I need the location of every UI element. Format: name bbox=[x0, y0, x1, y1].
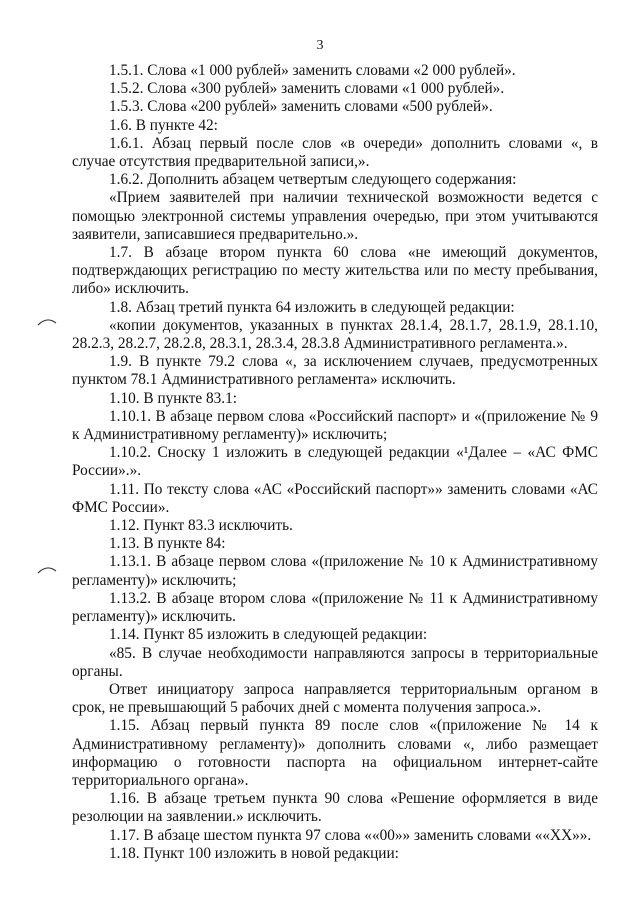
paragraph: 1.6. В пункте 42: bbox=[109, 116, 218, 134]
paragraph: 1.8. Абзац третий пункта 64 изложить в следующей редакции: bbox=[109, 298, 515, 316]
paragraph: «копии документов, указанных в пунктах 28.1.4, 28.1.7, 28.1.9, 28.1.10, 28.2.3, 28.2.7, 28.2.8, 28.3.1, 28.3.4, 28.3.8 Административного регламента.». bbox=[72, 316, 598, 353]
paragraph: 1.7. В абзаце втором пункта 60 слова «не имеющий документов, подтверждающих регистрацию по месту жительства или по месту пребывания, либо» исключить. bbox=[72, 244, 598, 298]
paragraph: 1.6.1. Абзац первый после слов «в очереди» дополнить словами «, в случае отсутствия предварительной записи,». bbox=[72, 134, 598, 171]
paragraph: 1.17. В абзаце шестом пункта 97 слова ««00»» заменить словами ««ХХ»». bbox=[109, 826, 592, 844]
paragraph: 1.6.2. Дополнить абзацем четвертым следующего содержания: bbox=[109, 171, 517, 189]
page-number: 3 bbox=[316, 38, 324, 53]
paragraph: 1.5.2. Слова «300 рублей» заменить словами «1 000 рублей». bbox=[109, 80, 505, 98]
paragraph: «Прием заявителей при наличии технической возможности ведется с помощью электронной системы управления очередью, при этом учитываются заявители, записавшиеся предварительно.». bbox=[72, 189, 598, 243]
paragraph: 1.13.1. В абзаце первом слова «(приложение № 10 к Административному регламенту)» исключить; bbox=[72, 553, 598, 589]
paragraph: 1.14. Пункт 85 изложить в следующей редакции: bbox=[109, 626, 428, 644]
paragraph: 1.12. Пункт 83.3 исключить. bbox=[109, 517, 293, 535]
binder-hole-mark bbox=[36, 315, 58, 327]
paragraph: 1.15. Абзац первый пункта 89 после слов «(приложение № 14 к Административному регламенту)» дополнить словами «, либо размещает информацию о готовности паспорта на официальном интернет-сайте территориального органа». bbox=[72, 717, 598, 789]
paragraph: «85. В случае необходимости направляются запросы в территориальные органы. bbox=[72, 644, 598, 680]
paragraph: 1.18. Пункт 100 изложить в новой редакции: bbox=[109, 844, 399, 862]
paragraph: 1.10.2. Сноску 1 изложить в следующей редакции «¹Далее – «АС ФМС России».». bbox=[72, 444, 598, 480]
paragraph: 1.10. В пункте 83.1: bbox=[109, 389, 238, 407]
document-body bbox=[72, 62, 598, 863]
paragraph: 1.10.1. В абзаце первом слова «Российский паспорт» и «(приложение № 9 к Административному регламенту)» исключить; bbox=[72, 407, 598, 444]
binder-hole-mark bbox=[36, 563, 58, 575]
paragraph: 1.9. В пункте 79.2 слова «, за исключением случаев, предусмотренных пунктом 78.1 Административного регламента» исключить. bbox=[72, 353, 598, 389]
paragraph: 1.11. По тексту слова «АС «Российский паспорт»» заменить словами «АС ФМС России». bbox=[72, 480, 598, 516]
paragraph: 1.13. В пункте 84: bbox=[109, 535, 226, 553]
paragraph: Ответ инициатору запроса направляется территориальным органом в срок, не превышающий 5 рабочих дней с момента получения запроса.». bbox=[72, 680, 598, 717]
paragraph: 1.5.3. Слова «200 рублей» заменить словами «500 рублей». bbox=[109, 98, 493, 116]
paragraph: 1.5.1. Слова «1 000 рублей» заменить словами «2 000 рублей». bbox=[109, 62, 516, 79]
paragraph: 1.16. В абзаце третьем пункта 90 слова «Решение оформляется в виде резолюции на заявлении.» исключить. bbox=[72, 790, 598, 826]
paragraph: 1.13.2. В абзаце втором слова «(приложение № 11 к Административному регламенту)» исключить. bbox=[72, 589, 598, 626]
